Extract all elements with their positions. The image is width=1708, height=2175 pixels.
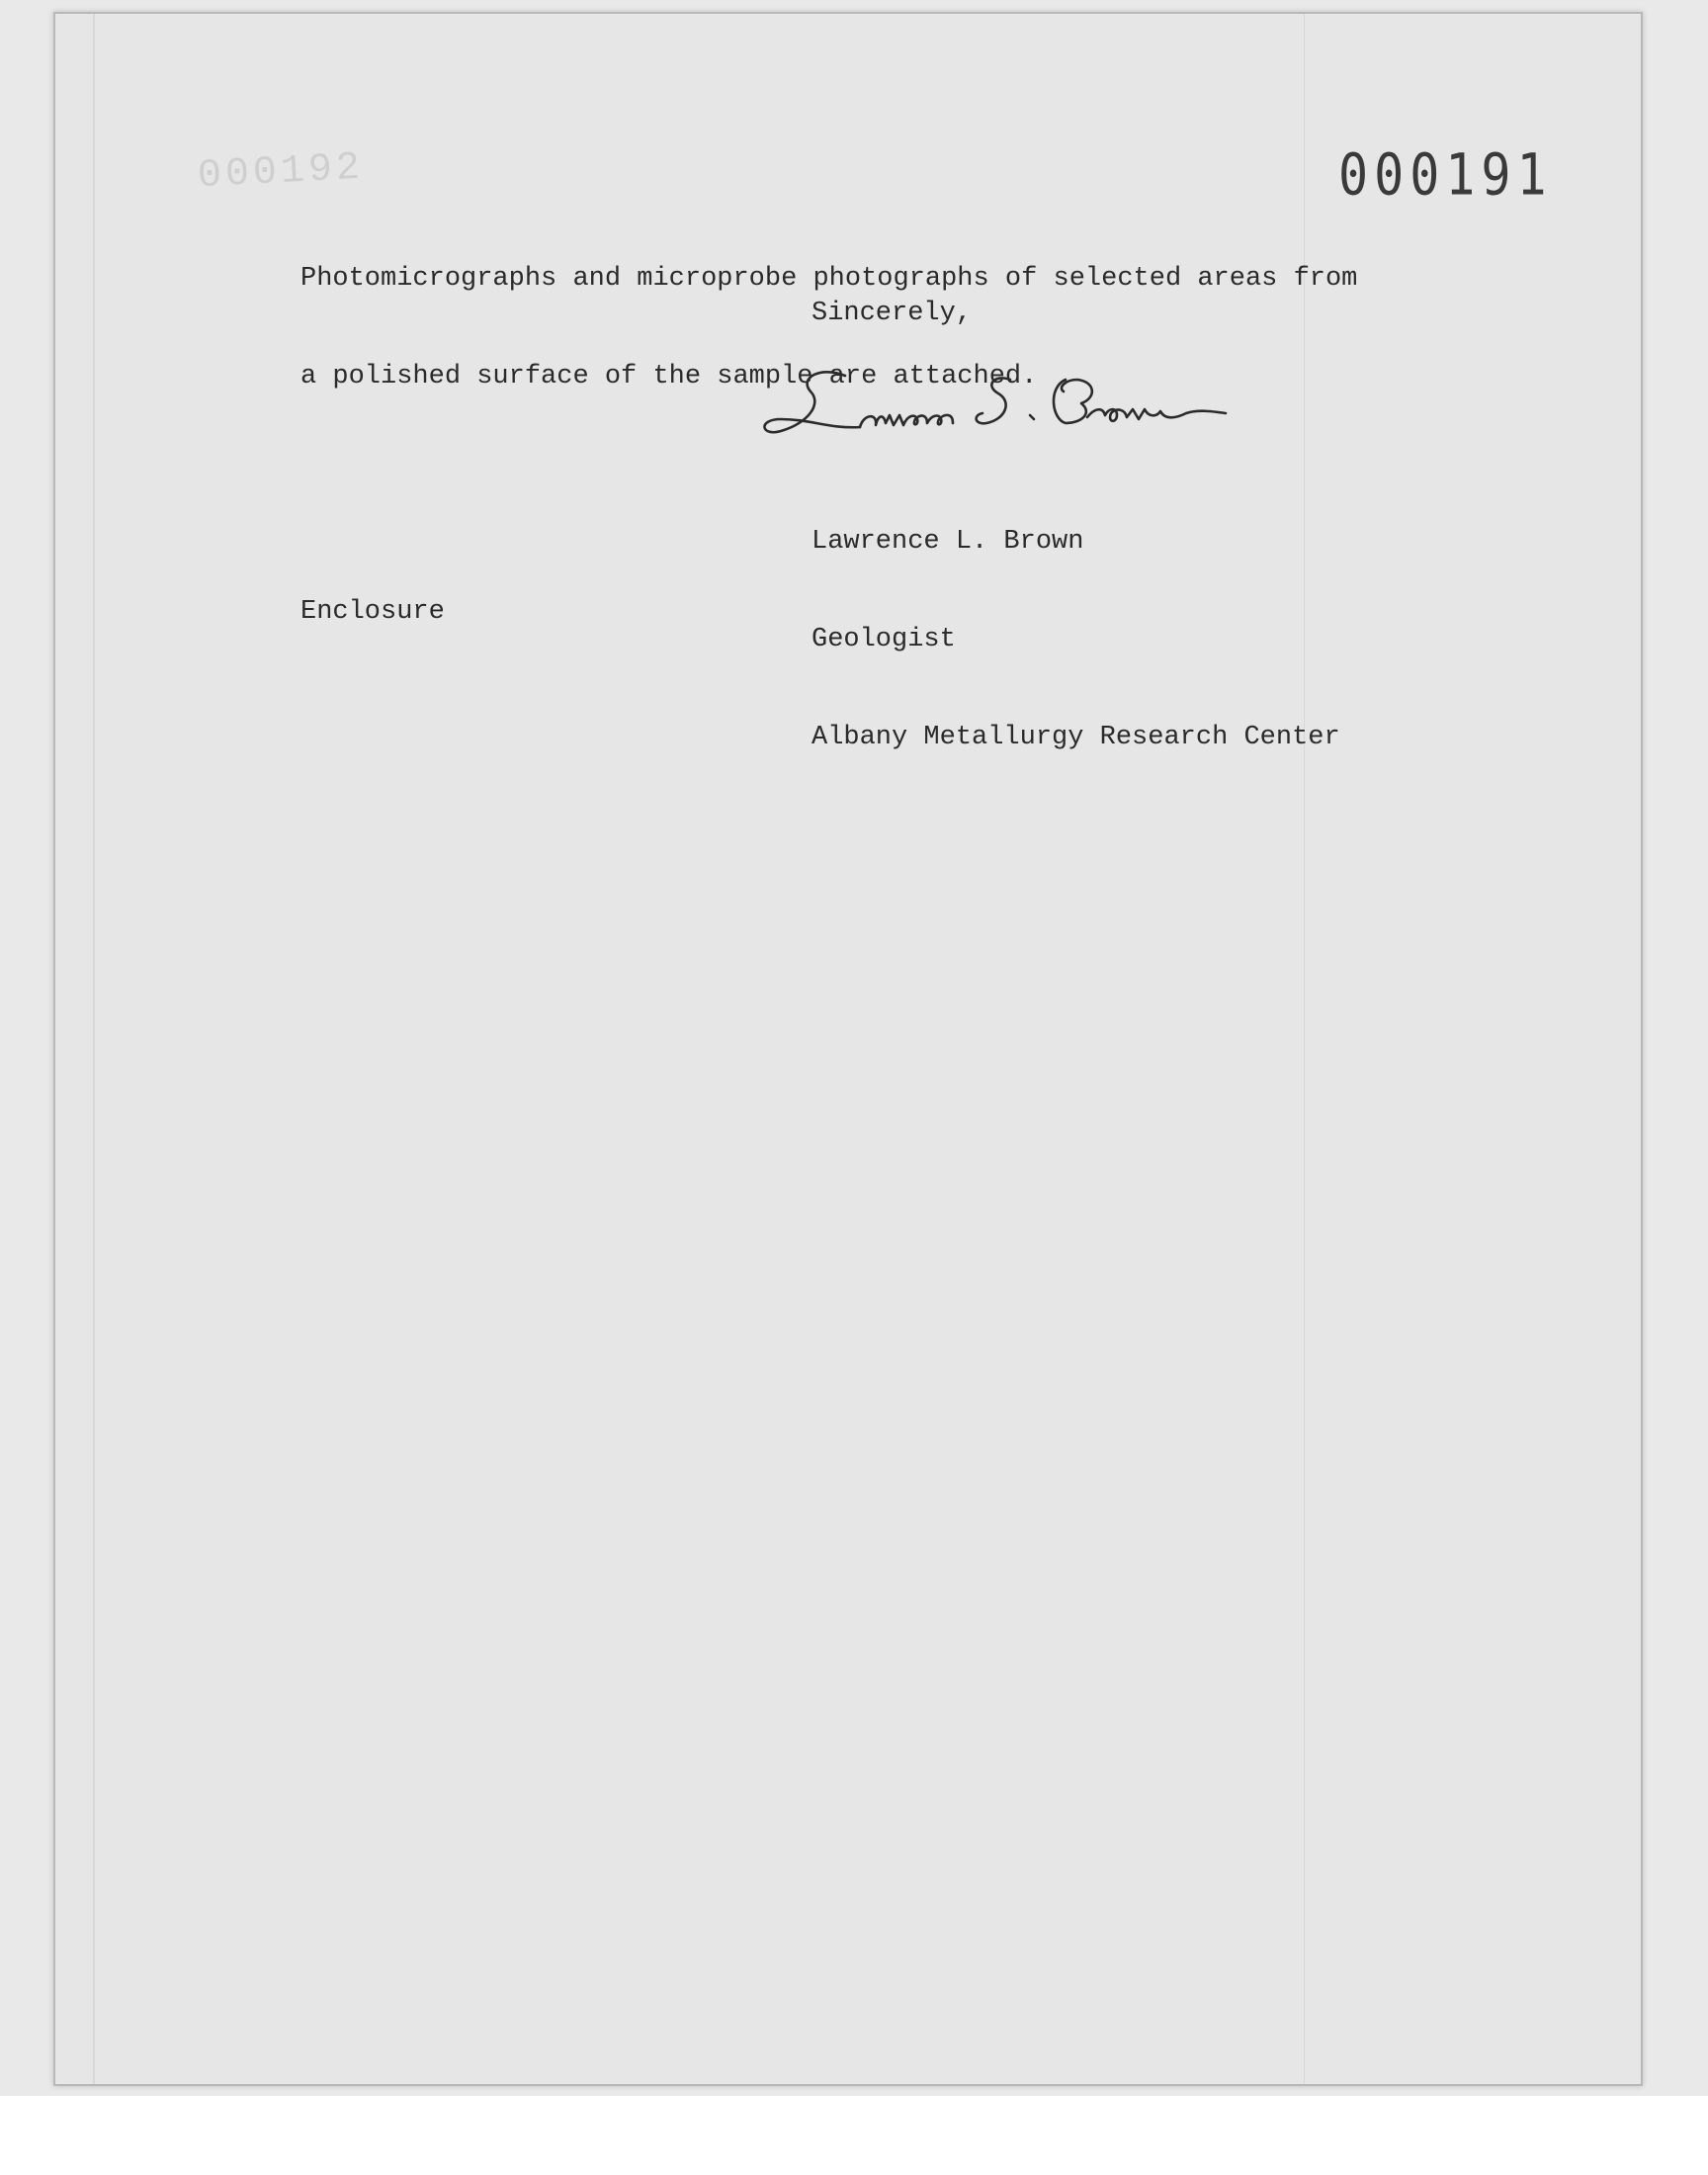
signer-title: Geologist	[811, 625, 956, 654]
signer-name: Lawrence L. Brown	[811, 527, 1084, 557]
signer-organization: Albany Metallurgy Research Center	[811, 723, 1340, 752]
paragraph-line-2: a polished surface of the sample are attached.	[300, 362, 1038, 392]
closing-salutation: Sincerely,	[811, 299, 973, 328]
page-stamp-number: 000191	[1338, 141, 1553, 209]
enclosure-note: Enclosure	[300, 597, 445, 627]
signature-block	[811, 461, 1340, 787]
paragraph-line-1: Photomicrographs and microprobe photographs of selected areas from	[300, 264, 1358, 294]
handwritten-signature	[751, 358, 1245, 457]
faint-bleedthrough-stamp: 000192	[196, 145, 366, 200]
